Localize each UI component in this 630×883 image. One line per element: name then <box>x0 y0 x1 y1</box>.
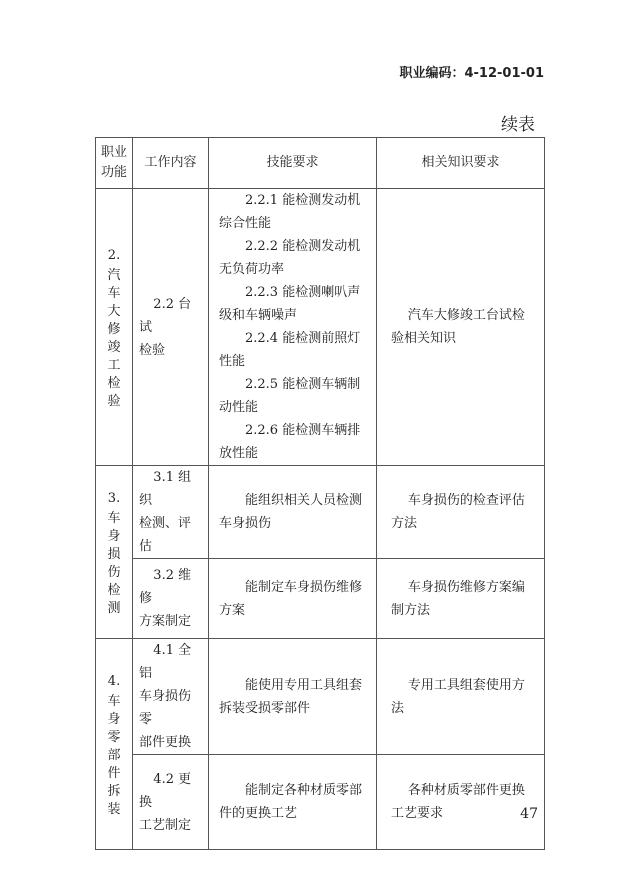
col-header-function: 职业 功能 <box>96 138 133 189</box>
function-name: 汽车大修竣工检验 <box>107 267 121 409</box>
col-header-work: 工作内容 <box>133 138 209 189</box>
skill-item: 能制定车身损伤维修方案 <box>219 579 363 618</box>
function-cell <box>96 189 133 466</box>
work-line: 3.2 维修 <box>139 568 192 606</box>
knowledge-cell <box>377 639 545 755</box>
knowledge-text: 汽车大修竣工台试检验相关知识 <box>391 308 525 346</box>
work-line: 4.2 更换 <box>139 771 192 810</box>
work-line: 3.1 组织 <box>139 470 192 508</box>
skill-cell <box>209 466 377 559</box>
skills-table <box>95 137 545 850</box>
knowledge-text: 专用工具组套使用方法 <box>391 677 525 716</box>
skill-item: 能制定各种材质零部件的更换工艺 <box>219 783 363 821</box>
work-cell <box>133 189 209 466</box>
work-line: 2.2 台试 <box>139 296 192 335</box>
work-line: 部件更换 <box>139 735 192 750</box>
work-cell <box>133 639 209 755</box>
skill-cell <box>209 639 377 755</box>
function-number: 3. <box>107 490 121 506</box>
work-line: 检测、评估 <box>139 516 192 554</box>
table-row <box>96 639 545 755</box>
knowledge-cell <box>377 466 545 559</box>
knowledge-text: 各种材质零部件更换工艺要求 <box>391 783 525 821</box>
work-line: 检验 <box>139 342 166 358</box>
table-row <box>96 189 545 466</box>
occupation-code: 职业编码：4-12-01-01 <box>399 66 544 81</box>
function-cell <box>96 466 133 639</box>
table-header-row <box>96 138 545 189</box>
knowledge-cell <box>377 559 545 639</box>
skill-cell <box>209 189 377 466</box>
knowledge-text: 车身损伤的检查评估方法 <box>391 493 525 531</box>
knowledge-text: 车身损伤维修方案编制方法 <box>391 579 525 618</box>
work-line: 车身损伤零 <box>139 689 192 727</box>
page-number: 47 <box>520 806 538 822</box>
continued-label: 续表 <box>501 115 535 135</box>
function-cell <box>96 639 133 850</box>
table-row <box>96 755 545 850</box>
function-name: 车身零部件拆装 <box>107 693 121 817</box>
skill-item: 能组织相关人员检测车身损伤 <box>219 493 363 531</box>
skill-item: 2.2.5 能检测车辆制动性能 <box>219 377 361 415</box>
table-row <box>96 559 545 639</box>
function-name: 车身损伤检测 <box>107 510 121 616</box>
function-number: 2. <box>107 247 121 263</box>
skill-item: 2.2.4 能检测前照灯性能 <box>219 331 361 369</box>
work-cell <box>133 559 209 639</box>
skill-cell <box>209 559 377 639</box>
col-header-knowledge: 相关知识要求 <box>377 138 545 189</box>
knowledge-cell <box>377 755 545 850</box>
work-cell <box>133 466 209 559</box>
skill-item: 2.2.1 能检测发动机综合性能 <box>219 193 361 231</box>
work-line: 工艺制定 <box>139 817 192 833</box>
col-header-skill: 技能要求 <box>209 138 377 189</box>
work-line: 方案制定 <box>139 614 192 629</box>
work-line: 4.1 全铝 <box>139 643 192 681</box>
skill-item: 能使用专用工具组套拆装受损零部件 <box>219 677 363 716</box>
skill-cell <box>209 755 377 850</box>
knowledge-cell <box>377 189 545 466</box>
table-row <box>96 466 545 559</box>
skill-item: 2.2.6 能检测车辆排放性能 <box>219 423 361 461</box>
work-cell <box>133 755 209 850</box>
function-number: 4. <box>107 673 121 689</box>
skill-item: 2.2.2 能检测发动机无负荷功率 <box>219 239 361 277</box>
skill-item: 2.2.3 能检测喇叭声级和车辆噪声 <box>219 285 361 323</box>
